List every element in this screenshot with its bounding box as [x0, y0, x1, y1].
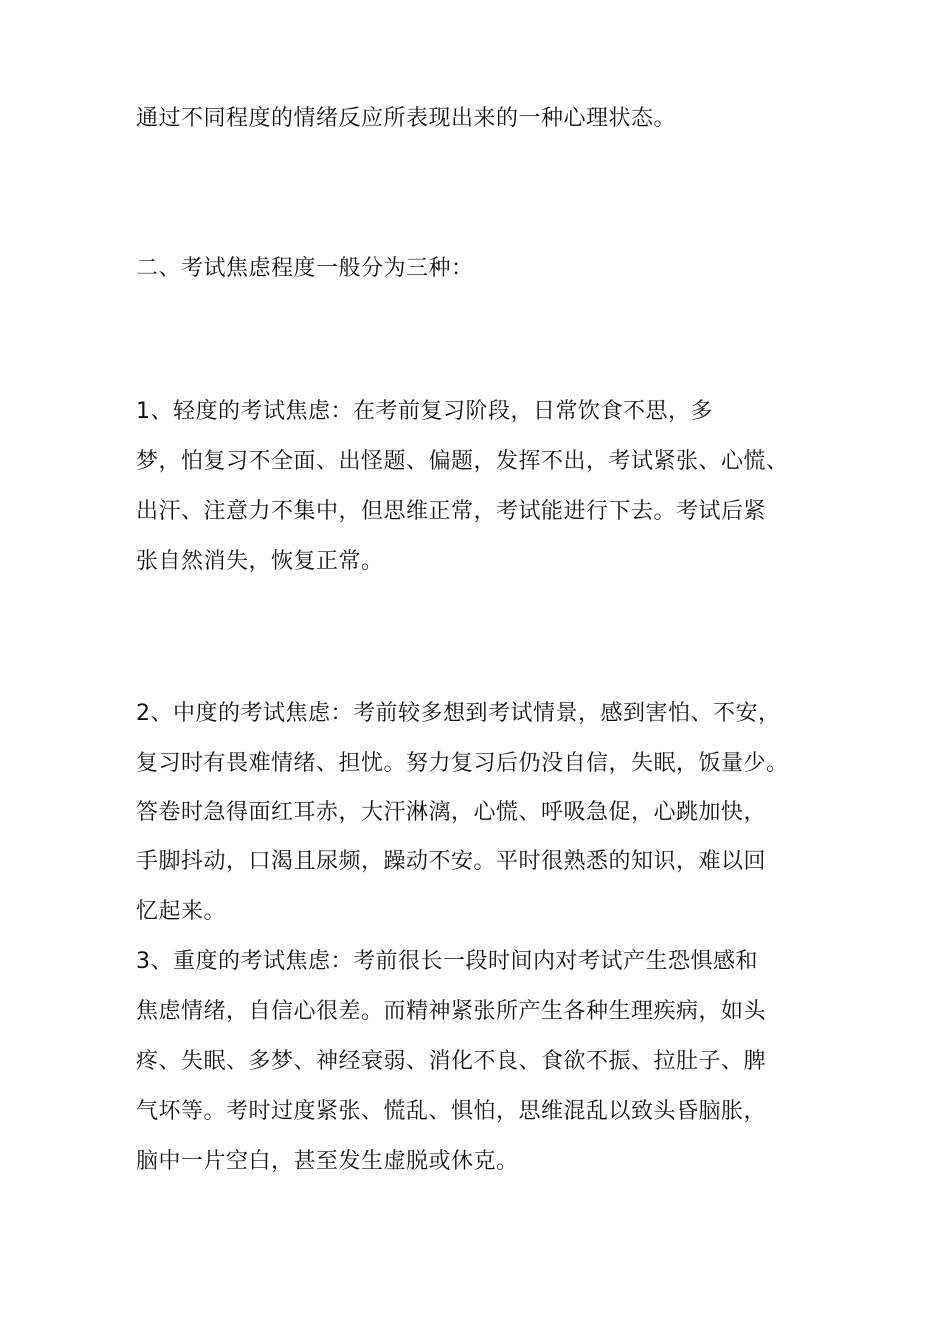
paragraph-line: 2、中度的考试焦虑：考前较多想到考试情景，感到害怕、不安， [136, 701, 781, 726]
paragraph-line: 焦虑情绪，自信心很差。而精神紧张所产生各种生理疾病，如头 [136, 999, 767, 1024]
paragraph-line: 手脚抖动，口渴且尿频，躁动不安。平时很熟悉的知识，难以回 [136, 849, 767, 874]
intro-paragraph: 通过不同程度的情绪反应所表现出来的一种心理状态。 [136, 106, 677, 131]
section-heading: 二、考试焦虑程度一般分为三种： [136, 256, 474, 281]
paragraph-line: 3、重度的考试焦虑：考前很长一段时间内对考试产生恐惧感和 [136, 949, 758, 974]
paragraph-line: 张自然消失，恢复正常。 [136, 549, 384, 574]
paragraph-line: 复习时有畏难情绪、担忧。努力复习后仍没自信，失眠，饭量少。 [136, 751, 789, 776]
paragraph-line: 忆起来。 [136, 899, 227, 924]
paragraph-line: 疼、失眠、多梦、神经衰弱、消化不良、食欲不振、拉肚子、脾 [136, 1049, 767, 1074]
paragraph-line: 梦，怕复习不全面、出怪题、偏题，发挥不出，考试紧张、心慌、 [136, 449, 789, 474]
paragraph-line: 答卷时急得面红耳赤，大汗淋漓，心慌、呼吸急促，心跳加快， [136, 800, 767, 825]
paragraph-line: 出汗、注意力不集中，但思维正常，考试能进行下去。考试后紧 [136, 499, 767, 524]
paragraph-line: 脑中一片空白，甚至发生虚脱或休克。 [136, 1149, 519, 1174]
paragraph-line: 1、轻度的考试焦虑：在考前复习阶段，日常饮食不思，多 [136, 399, 713, 424]
paragraph-line: 气坏等。考时过度紧张、慌乱、惧怕，思维混乱以致头昏脑胀， [136, 1099, 767, 1124]
